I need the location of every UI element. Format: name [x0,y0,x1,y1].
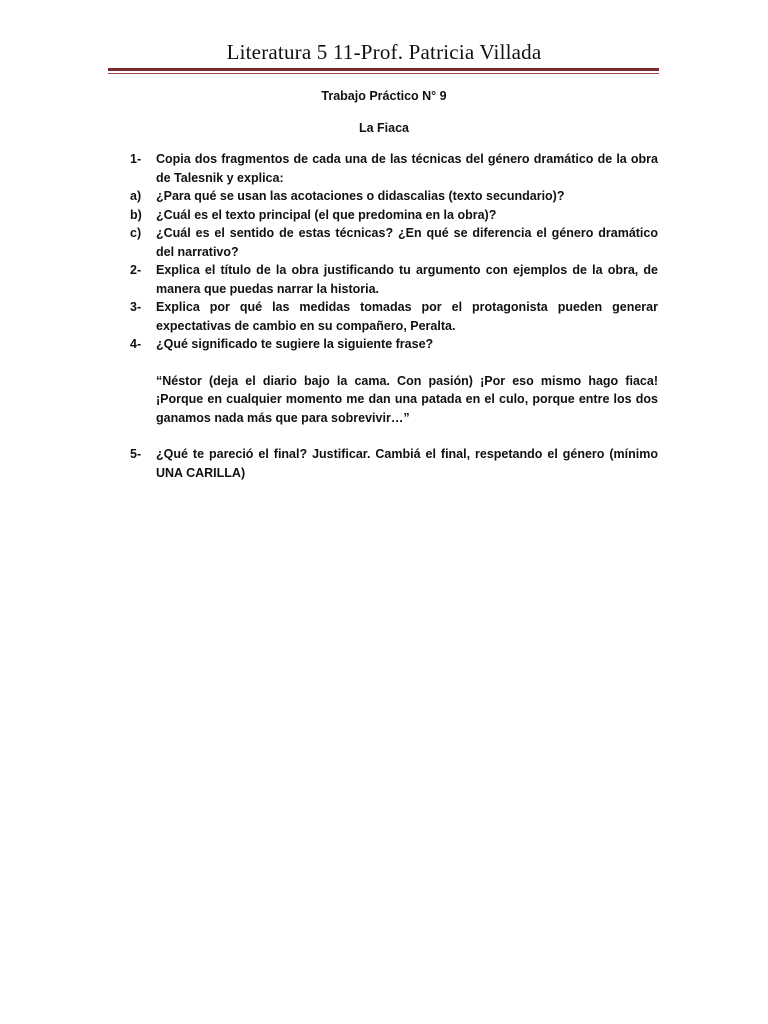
item-number: b) [130,207,142,222]
item-number: a) [130,189,142,203]
item-text: ¿Para qué se usan las acotaciones o didascalias (texto secundario)? [156,189,565,203]
list-item [130,445,658,482]
item-text: Explica por qué las medidas tomadas por el protagonista pueden generar expectativas de cambio en su compañero, Peralta. [156,300,658,333]
item-text: ¿Cuál es el texto principal (el que predomina en la obra)? [156,207,497,222]
document-heading: Trabajo Práctico N° 9 [321,89,447,103]
item-number: 2- [130,263,142,277]
item-text: Copia dos fragmentos de cada una de las técnicas del género dramático de la obra de Talesnik y explica: [156,152,658,185]
item-text: ¿Qué te pareció el final? Justificar. Cambiá el final, respetando el género (mínimo UNA CARILLA) [156,447,658,480]
item-text: ¿Cuál es el sentido de estas técnicas? ¿En qué se diferencia el género dramático del narrativo? [156,226,658,259]
page-header-title: Literatura 5 11-Prof. Patricia Villada [226,40,542,64]
item-number: c) [130,226,142,240]
item-number: 4- [130,337,142,351]
list-item [130,187,658,206]
header-rule-thin [108,73,659,74]
list-item [130,224,658,261]
item-text: Explica el título de la obra justificando tu argumento con ejemplos de la obra, de manera que puedas narrar la historia. [156,263,658,296]
list-item [130,261,658,298]
item-text: ¿Qué significado te sugiere la siguiente frase? [156,337,434,351]
item-number: 5- [130,447,142,461]
quoted-passage: “Néstor (deja el diario bajo la cama. Con pasión) ¡Por eso mismo hago fiaca! ¡Porque en cualquier momento me dan una patada en el culo, porque entre los dos ganamos nada más que para sobrevivir…” [156,373,658,425]
question-list [130,150,658,482]
item-number: 1- [130,152,142,166]
document-subheading: La Fiaca [358,121,410,135]
item-number: 3- [130,300,142,314]
list-item [130,335,658,354]
header-rule-thick [108,68,659,71]
list-item [130,206,658,225]
list-item [130,150,658,187]
list-item [130,298,658,335]
